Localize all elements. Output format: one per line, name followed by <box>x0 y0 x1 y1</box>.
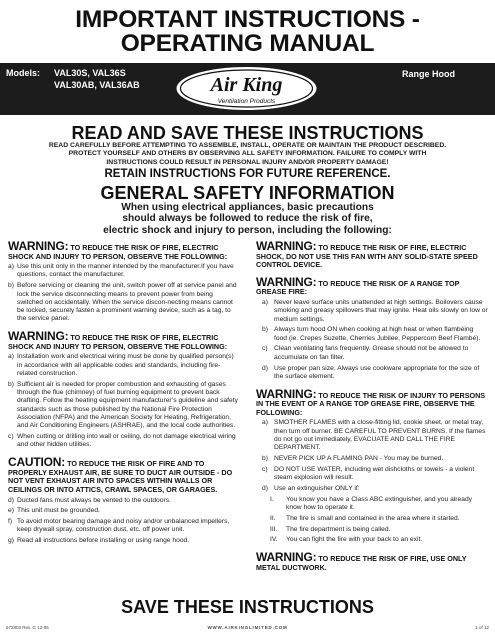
item-key: b) <box>262 326 268 334</box>
warning-text: TO REDUCE THE RISK OF A RANGE TOP GREASE FIRE: <box>256 278 460 297</box>
sub-text: You know you have a Class ABC extinguisher, and you already know how to operate it. <box>286 495 473 512</box>
warning-word: WARNING: <box>8 239 69 253</box>
list-item <box>256 365 488 382</box>
warning-heading <box>256 552 488 572</box>
item-key: b) <box>8 380 14 388</box>
item-key: d) <box>262 485 268 492</box>
list-item <box>8 497 240 505</box>
item-text: This unit must be grounded. <box>17 507 100 515</box>
read-save-notice <box>8 142 487 167</box>
warning-word: WARNING: <box>256 550 317 565</box>
item-text: Use this unit only in the manner intended by the manufacturer.If you have questions, contact the manufacturer. <box>17 263 234 279</box>
item-key: a) <box>262 419 268 427</box>
general-safety-intro <box>30 202 465 236</box>
read-save-heading: READ AND SAVE THESE INSTRUCTIONS <box>71 123 424 143</box>
models-line-1: VAL30S, VAL36S <box>54 68 126 78</box>
list-item <box>8 537 240 545</box>
title-line-2: OPERATING MANUAL <box>120 30 375 57</box>
caution-word: CAUTION: <box>8 455 66 470</box>
item-key: f) <box>8 518 13 526</box>
sub-item <box>256 496 488 513</box>
list-item <box>256 466 488 483</box>
right-column <box>256 241 488 574</box>
sub-key: III. <box>270 525 278 533</box>
list-item <box>8 353 240 378</box>
item-text: Never leave surface units unattended at high settings. Boilovers cause smoking and greasy spillovers that may ignite. Heat oils slowly on low or medium settings. <box>274 298 488 323</box>
logo-subtext: Ventilation Products <box>217 98 276 105</box>
item-text: Sufficient air is needed for proper combustion and exhausting of gases through the flue (chimney) of fuel burning equipment to prevent back drafting. Follow the heating equipment manufacturer’s guideline and safety standards such as those published by the National Fire Protection Association (NFPA) and the American Society for Heating, Refrigeration, and Air Conditioning Engineers (ASHRAE), and the local code authorities. <box>17 380 238 430</box>
intro-line: When using electrical appliances, basic precautions <box>121 202 374 213</box>
sub-text: You can fight the fire with your back to an exit. <box>286 536 423 544</box>
item-text: Clean ventilating fans frequently. Grease should not be allowed to accumulate on fan filter. <box>274 345 469 361</box>
models-label: Models: <box>6 68 41 78</box>
sub-item <box>256 536 488 544</box>
list-item <box>8 433 240 450</box>
item-text: SMOTHER FLAMES with a close-fitting lid, cookie sheet, or metal tray, then turn off burner. BE CAREFUL TO PREVENT BURNS. If the flames do not go out immediately, EVACUATE AND CALL THE FIRE DEPARTMENT. <box>274 419 486 452</box>
sub-text: The fire department is being called. <box>286 525 391 533</box>
item-text: DO NOT USE WATER, including wet dishcloths or towels - a violent steam explosion will result. <box>274 465 475 482</box>
warning-heading <box>256 241 488 270</box>
item-text: Read all instructions before installing or using range hood. <box>17 537 190 545</box>
sub-text: The fire is small and contained in the area where it started. <box>286 514 460 522</box>
warning-heading <box>8 241 240 261</box>
sub-item <box>256 526 488 534</box>
item-key: b) <box>8 282 14 290</box>
warning-heading <box>8 331 240 351</box>
item-key: a) <box>262 298 268 306</box>
warning-word: WARNING: <box>8 329 69 344</box>
caution-text: TO REDUCE THE RISK OF FIRE AND TO PROPERLY EXHAUST AIR, BE SURE TO DUCT AIR OUTSIDE - DO NOT VENT EXHAUST AIR INTO SPACES WITHIN WALLS OR CEILINGS OR INTO ATTICS, CRAWL SPACES, OR GARAGES. <box>8 459 233 494</box>
warning-word: WARNING: <box>256 274 317 289</box>
list-item <box>8 381 240 431</box>
list-item <box>256 455 488 463</box>
warning-word: WARNING: <box>256 386 317 401</box>
caution-heading <box>8 457 240 494</box>
sub-key: IV. <box>270 536 278 544</box>
list-item <box>256 299 488 324</box>
item-text: NEVER PICK UP A FLAMING PAN - You may be burned. <box>274 455 444 463</box>
item-text: Always turn hood ON when cooking at high heat or when flambéing food (ie. Crepes Suzette, Cherries Jubilee, Peppercorn Beef Flambé). <box>274 326 481 342</box>
item-key: b) <box>262 455 268 463</box>
document-title <box>0 8 495 56</box>
item-key: a) <box>8 353 14 361</box>
item-key: e) <box>8 507 14 515</box>
item-key: c) <box>8 433 14 441</box>
list-item <box>256 345 488 362</box>
notice-line: READ CAREFULLY BEFORE ATTEMPTING TO ASSEMBLE, INSTALL, OPERATE OR MAINTAIN THE PRODUCT DESCRIBED. <box>48 142 447 149</box>
notice-line: INSTRUCTIONS COULD RESULT IN PERSONAL INJURY AND/OR PROPERTY DAMAGE! <box>106 158 389 166</box>
page-number: 1 of 12 <box>475 625 489 630</box>
item-key: d) <box>262 364 268 372</box>
model-band <box>0 63 495 115</box>
sub-item <box>256 515 488 523</box>
warning-text: TO REDUCE THE RISK OF FIRE, USE ONLY METAL DUCTWORK. <box>256 554 467 572</box>
list-item <box>8 263 240 280</box>
retain-instructions: RETAIN INSTRUCTIONS FOR FUTURE REFERENCE. <box>104 168 391 180</box>
item-text: Use an extinguisher ONLY if: <box>274 485 360 492</box>
warning-text: TO REDUCE THE RISK OF FIRE, ELECTRIC SHOCK AND INJURY TO PERSON, OBSERVE THE FOLLOWING: <box>8 243 228 261</box>
item-text: Ducted fans must always be vented to the outdoors. <box>17 496 171 504</box>
left-column <box>8 241 240 548</box>
item-key: g) <box>8 537 14 545</box>
item-text: To avoid motor bearing damage and noisy and/or unbalanced impellers, keep drywall spray, construction dust, etc. off power unit. <box>17 518 230 534</box>
warning-text: TO REDUCE THE RISK OF INJURY TO PERSONS IN THE EVENT OF A RANGE TOP GREASE FIRE, OBSERVE THE FOLLOWING: <box>256 390 486 417</box>
list-item <box>8 282 240 323</box>
warning-word: WARNING: <box>256 239 317 253</box>
list-item <box>8 518 240 535</box>
list-item <box>256 419 488 452</box>
air-king-logo <box>175 66 318 111</box>
list-item <box>256 326 488 343</box>
warning-text: TO REDUCE THE RISK OF FIRE, ELECTRIC SHOCK, DO NOT USE THIS FAN WITH ANY SOLID-STATE SPEED CONTROL DEVICE. <box>256 243 478 270</box>
item-text: Installation work and electrical wiring must be done by qualified person(s) in accordance with all applicable codes and standards, including fire-related construction. <box>17 353 234 378</box>
intro-line: electric shock and injury to person, including the following: <box>103 224 392 236</box>
notice-line: PROTECT YOURSELF AND OTHERS BY OBSERVING ALL SAFETY INFORMATION. FAILURE TO COMPLY WITH <box>68 150 427 158</box>
item-text: Use proper pan size. Always use cookware appropriate for the size of the surface element. <box>274 364 480 380</box>
general-safety-heading: GENERAL SAFETY INFORMATION <box>100 183 395 203</box>
item-text: When cutting or drilling into wall or ceiling, do not damage electrical wiring and other hidden utilities. <box>17 433 236 449</box>
item-key: a) <box>8 263 14 271</box>
list-item <box>8 507 240 515</box>
logo-text: Air King <box>210 74 283 96</box>
save-instructions-footer: SAVE THESE INSTRUCTIONS <box>121 597 374 617</box>
sub-key: II. <box>270 514 276 522</box>
document-code: 572803 Rev. G 12-05 <box>6 625 49 630</box>
models-line-2: VAL30AB, VAL36AB <box>54 80 140 90</box>
sub-key: I. <box>270 495 274 503</box>
website: WWW.AIRKINGLIMITED.COM <box>207 625 288 630</box>
list-item <box>256 485 488 493</box>
product-type: Range Hood <box>402 69 455 79</box>
warning-text: TO REDUCE THE RISK OF FIRE, ELECTRIC SHOCK AND INJURY TO PERSON, OBSERVE THE FOLLOWING: <box>8 333 228 351</box>
warning-heading <box>256 274 488 297</box>
title-line-1: IMPORTANT INSTRUCTIONS - <box>75 6 420 33</box>
item-key: c) <box>262 465 268 473</box>
intro-line: should always be followed to reduce the risk of fire, <box>122 213 373 225</box>
item-text: Before servicing or cleaning the unit, switch power off at service panel and lock the service disconnecting means to prevent power from being switched on accidentally. When the service discon-necting means cannot be locked, securely fasten a prominent warning device, such as a tag, to the service panel. <box>17 282 237 323</box>
item-key: d) <box>8 496 14 504</box>
warning-heading <box>256 386 488 418</box>
item-key: c) <box>262 345 268 353</box>
